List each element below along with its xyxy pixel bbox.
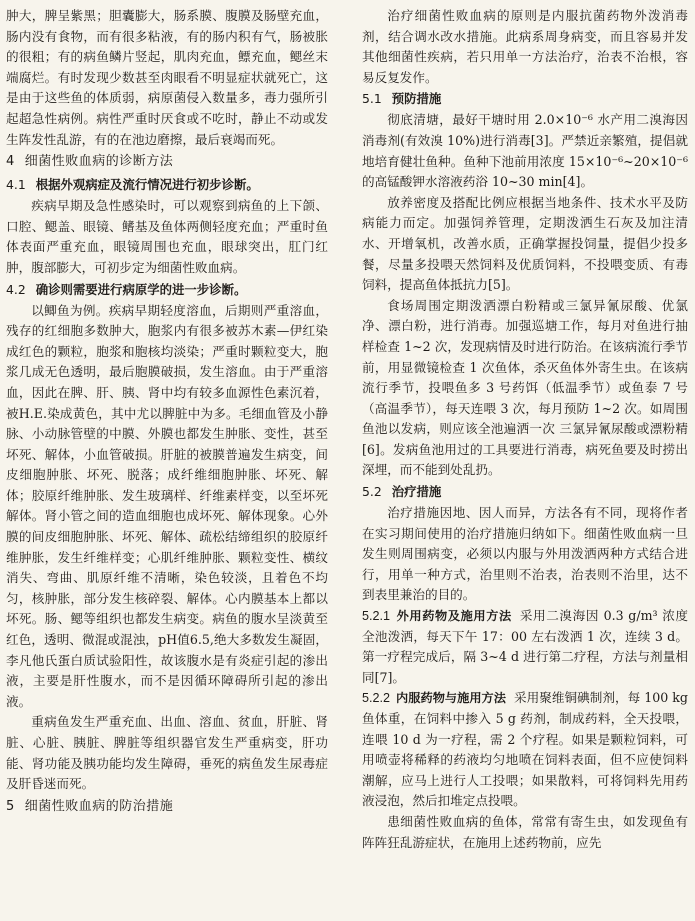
section-title: 确诊则需要进行病原学的进一步诊断。 <box>35 281 247 297</box>
section-heading-5-1 <box>362 88 688 110</box>
section-heading-4-1 <box>6 174 328 196</box>
paragraph: 疾病早期及急性感染时，可以观察到病鱼的上下颌、口腔、鳃盖、眼镜、鳍基及鱼体两侧轻度充血；严重时鱼体表面严重充血，眼镜周围也充血，眼球突出，肛门红肿，腹部膨大，可初步定为细菌性败血病。 <box>6 198 328 275</box>
section-number: 4.1 <box>6 177 26 193</box>
section-heading-5 <box>6 795 328 819</box>
paragraph: 肿大，脾呈紫黑；胆囊膨大，肠系膜、腹膜及肠壁充血，肠内没有食物，而有很多粘液，有的肠内积有气，肠被胀的很粗；有的病鱼鳞片竖起，肌肉充血，鳔充血，鳃丝末端腐烂。有时发现少数甚至肉眼看不明显症状就死亡，这是由于这些鱼的体质弱，病原菌侵入数量多，毒力强所引起超急性病例。病性严重时厌食或不吃时，静止不动或发生阵发性乱游，有的在池边磨擦，最后衰竭而死。 <box>6 8 328 147</box>
paragraph: 治疗措施因地、因人而异，方法各有不同，现将作者在实习期间使用的治疗措施归纳如下。细菌性败血病一旦发生则周围病变，必须以内服与外用泼洒两种方式结合进行，用单一种方式，治里则不治表，治表则不治里，达不到表里兼治的目的。 <box>362 505 688 603</box>
paragraph: 彻底清塘，最好干塘时用 2.0×10⁻⁶ 水产用二溴海因消毒剂(有效溴 10%)进行消毒[3]。严禁近亲繁殖，提倡就地培育健壮鱼种。鱼种下池前用浓度 15×10⁻⁶~20×10⁻⁶ 的高锰酸钾水溶液药浴 10~30 min[4]。 <box>362 112 688 190</box>
section-title: 内服药物与施用方法 <box>396 691 506 706</box>
section-title: 外用药物及施用方法 <box>396 609 512 624</box>
right-column <box>362 6 688 853</box>
paragraph: 采用二溴海因 0.3 g/m³ 浓度全池泼洒，每天下午 17：00 左右泼洒 1 次，连续 3 d。第一疗程完成后，隔 3~4 d 进行第二疗程，方法与剂量相同[7]。 <box>362 608 688 685</box>
section-number: 5.2.2 <box>362 691 391 706</box>
section-heading-5-2 <box>362 481 688 503</box>
paragraph: 放养密度及搭配比例应根据当地条件、技术水平及防病能力而定。加强饲养管理，定期泼洒生石灰及加注清水、开增氧机，改善水质，正确掌握投饲量，提倡少投多餐，尽量多投喂天然饲料及优质饲料，不投喂变质、有毒饲料，提高鱼体抵抗力[5]。 <box>362 194 688 293</box>
paragraph: 采用聚维铜碘制剂，每 100 kg 鱼体重，在饲料中掺入 5 g 药剂，制成药料，全天投喂，连喂 10 d 为一疗程，需 2 个疗程。如果是颗粒饲料，可用喷壶将稀释的药液均匀地喷在饲料表面，但不应使饲料潮解，应马上进行人工投喂；如果散料，可将饲料先用药液浸泡，然后扣堆定点投喂。 <box>362 690 688 809</box>
section-title: 根据外观病症及流行情况进行初步诊断。 <box>35 177 259 193</box>
paragraph: 治疗细菌性败血病的原则是内服抗菌药物外泼消毒剂，结合调水改水措施。此病系周身病变，而且容易并发其他细菌性疾病，若只用单一方法治疗，治表不治根，容易反复发作。 <box>362 8 688 85</box>
section-heading-4 <box>6 150 328 174</box>
section-title: 预防措施 <box>391 91 442 107</box>
section-title: 细菌性败血病的诊断方法 <box>24 154 174 170</box>
paragraph: 以鲫鱼为例。疾病早期轻度溶血，后期则严重溶血，残存的红细胞多数肿大，胞浆内有很多被苏木素—伊红染成红色的颗粒，胞浆和胞核均淡染；严重时颗粒变大，胞浆几成无色透明，最后胞膜破损，发生溶血。由于严重溶血，因此在脾、肝、胰、肾中均有较多血源性色素沉着，被H.E.染成黄色，其中尤以脾脏中为多。毛细血管及小静脉、小动脉管壁的中膜、外膜也都发生肿胀、变性，甚至坏死、解体，小血管破损。肝脏的被膜普遍发生病变，间皮细胞肿胀、坏死、脱落；成纤维细胞肿胀、坏死、解体；胶原纤维肿胀、发生玻璃样、纤维素样变，以至坏死解体。肾小管之间的造血细胞也成坏死、解体现象。心外膜的间皮细胞肿胀、坏死、解体、疏松结缔组织的胶原纤维肿胀，发生纤维样变；心肌纤维肿胀、颗粒变性、横纹消失、弯曲、肌原纤维不清晰，染色较淡，且着色不均匀，核肿胀，部分发生核碎裂、解体。心内膜基本上都以坏死。肠、鳃等组织也都发生病变。病鱼的腹水呈淡黄至红色，透明、微混或混浊，pH值6.5,绝大多数发生凝固，李凡他氏蛋白质试验阳性，故该腹水是有炎症引起的渗出液，主要是肝性腹水，而不是因循环障碍所引起的渗出液。 <box>6 302 328 709</box>
section-title: 细菌性败血病的防治措施 <box>24 798 174 814</box>
section-title: 治疗措施 <box>391 484 442 500</box>
section-number: 5.2 <box>362 484 382 500</box>
section-number: 5.1 <box>362 91 382 107</box>
section-number: 4.2 <box>6 281 26 297</box>
paragraph: 患细菌性败血病的鱼体，常常有寄生虫，如发现鱼有阵阵狂乱游症状，在施用上述药物前，应先 <box>362 813 688 850</box>
subsection-5-2-2 <box>362 688 688 812</box>
section-heading-4-2 <box>6 279 328 301</box>
section-number: 5 <box>6 798 15 814</box>
left-column <box>6 6 328 819</box>
subsection-5-2-1 <box>362 606 688 688</box>
section-number: 5.2.1 <box>362 609 391 624</box>
paragraph: 重病鱼发生严重充血、出血、溶血、贫血，肝脏、肾脏、心脏、胰脏、脾脏等组织器官发生严重病变，肝功能、肾功能及胰功能均发生障碍，垂死的病鱼发生尿毒症及肝昏迷而死。 <box>6 714 328 792</box>
section-number: 4 <box>6 154 15 170</box>
paragraph: 食场周围定期泼洒漂白粉精或三氯异氰尿酸、优氯净、漂白粉，进行消毒。加强巡塘工作，每月对鱼进行抽样检查 1~2 次，发现病情及时进行防治。在该病流行季节前，用显微镜检查 1 次鱼体，杀灭鱼体外寄生虫。在该病流行季节，投喂鱼多 3 号药饵（低温季节）或鱼泰 7 号（高温季节），每天连喂 3 次，每月预防 1~2 次。如周围鱼池以发病，则应该全池遍洒一次 三氯异氰尿酸或漂粉精[6]。发病鱼池用过的工具要进行消毒，病死鱼要及时捞出深埋，而不能到处乱扔。 <box>362 297 688 478</box>
